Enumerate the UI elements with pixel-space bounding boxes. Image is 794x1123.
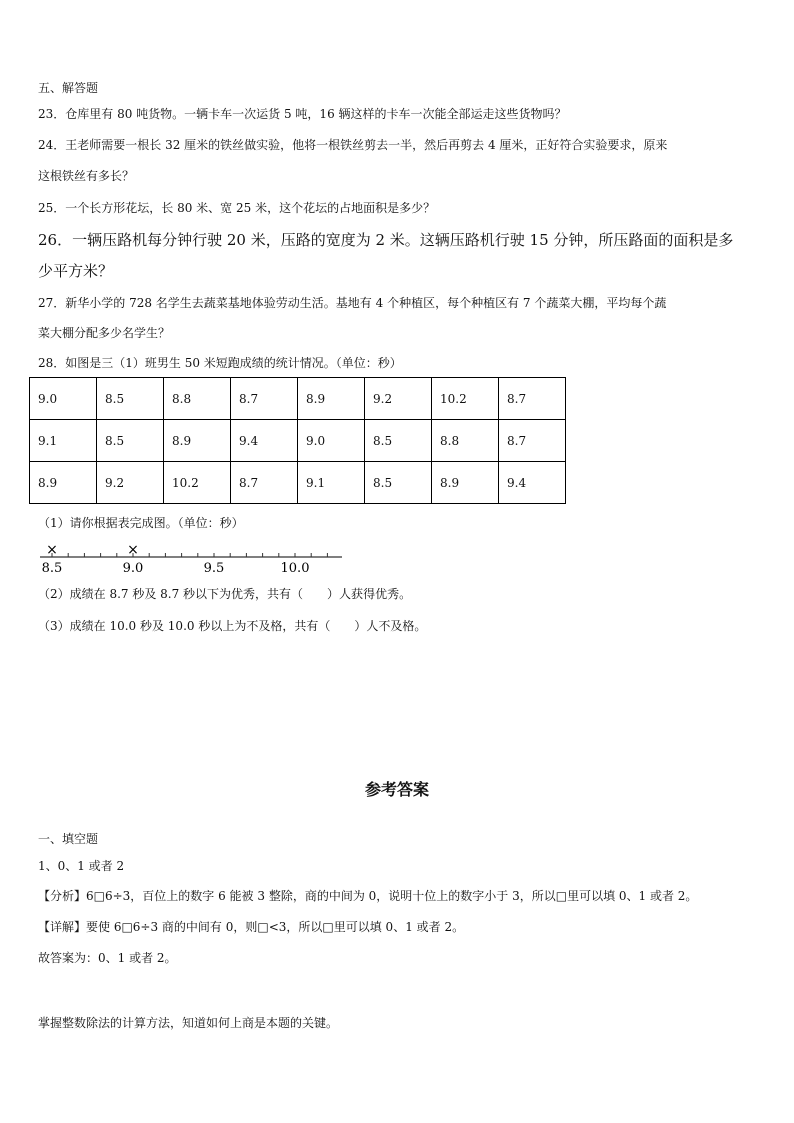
answer-note: 掌握整数除法的计算方法，知道如何上商是本题的关键。 (38, 1016, 339, 1030)
question-27-line-1: 27．新华小学的 728 名学生去蔬菜基地体验劳动生活。基地有 4 个种植区，每个种植区有 7 个蔬菜大棚，平均每个蔬 (38, 296, 667, 310)
sub-question-1: （1）请你根据表完成图。（单位：秒） (38, 516, 244, 530)
table-cell: 8.9 (164, 420, 231, 462)
table-cell: 9.2 (365, 378, 432, 420)
table-cell: 9.1 (30, 420, 97, 462)
table-cell: 8.9 (298, 378, 365, 420)
table-row (30, 420, 566, 462)
table-cell: 8.7 (499, 420, 566, 462)
table-cell: 10.2 (164, 462, 231, 504)
answer-1: 1、0、1 或者 2 (38, 859, 125, 873)
number-line-label: 8.5 (41, 561, 63, 576)
question-26-line-1: 26．一辆压路机每分钟行驶 20 米，压路的宽度为 2 米。这辆压路机行驶 15 分钟，所压路面的面积是多 (38, 231, 734, 249)
number-line-marker: × (127, 542, 139, 558)
answer-final: 故答案为：0、1 或者 2。 (38, 951, 177, 965)
table-row (30, 462, 566, 504)
answer-detail: 【详解】要使 6□6÷3 商的中间有 0，则□<3，所以□里可以填 0、1 或者 2。 (38, 920, 465, 934)
table-cell: 9.4 (499, 462, 566, 504)
table-cell: 9.1 (298, 462, 365, 504)
answer-analysis: 【分析】6□6÷3，百位上的数字 6 能被 3 整除，商的中间为 0，说明十位上的数字小于 3，所以□里可以填 0、1 或者 2。 (38, 889, 698, 903)
sub-question-3: （3）成绩在 10.0 秒及 10.0 秒以上为不及格，共有（ ）人不及格。 (38, 619, 427, 633)
table-row (30, 378, 566, 420)
question-23: 23．仓库里有 80 吨货物。一辆卡车一次运货 5 吨，16 辆这样的卡车一次能全部运走这些货物吗？ (38, 107, 567, 121)
table-cell: 8.5 (365, 462, 432, 504)
table-cell: 8.7 (231, 462, 298, 504)
table-cell: 10.2 (432, 378, 499, 420)
table-cell: 9.0 (30, 378, 97, 420)
answer-title: 参考答案 (364, 780, 429, 799)
number-line-label: 10.0 (280, 561, 310, 576)
table-cell: 8.9 (30, 462, 97, 504)
table-cell: 8.5 (365, 420, 432, 462)
table-cell: 9.2 (97, 462, 164, 504)
table-cell: 8.5 (97, 420, 164, 462)
table-cell: 8.7 (499, 378, 566, 420)
number-line-label: 9.5 (203, 561, 225, 576)
question-27-line-2: 菜大棚分配多少名学生？ (38, 326, 171, 340)
question-28: 28．如图是三（1）班男生 50 米短跑成绩的统计情况。（单位：秒） (38, 356, 402, 370)
table-cell: 8.5 (97, 378, 164, 420)
table-cell: 9.0 (298, 420, 365, 462)
table-cell: 8.8 (432, 420, 499, 462)
table-cell: 9.4 (231, 420, 298, 462)
question-25: 25．一个长方形花坛，长 80 米、宽 25 米，这个花坛的占地面积是多少？ (38, 201, 436, 215)
answer-section: 一、填空题 (38, 832, 99, 846)
question-26-line-2: 少平方米？ (38, 262, 114, 280)
number-line-marker: × (46, 542, 58, 558)
section-heading: 五、解答题 (38, 81, 99, 95)
number-line (38, 540, 348, 576)
question-24-line-1: 24．王老师需要一根长 32 厘米的铁丝做实验，他将一根铁丝剪去一半，然后再剪去 4 厘米，正好符合实验要求，原来 (38, 138, 668, 152)
table-cell: 8.8 (164, 378, 231, 420)
number-line-label: 9.0 (122, 561, 144, 576)
table-cell: 8.7 (231, 378, 298, 420)
score-table (29, 377, 566, 504)
question-24-line-2: 这根铁丝有多长？ (38, 169, 135, 183)
sub-question-2: （2）成绩在 8.7 秒及 8.7 秒以下为优秀，共有（ ）人获得优秀。 (38, 587, 412, 601)
table-cell: 8.9 (432, 462, 499, 504)
